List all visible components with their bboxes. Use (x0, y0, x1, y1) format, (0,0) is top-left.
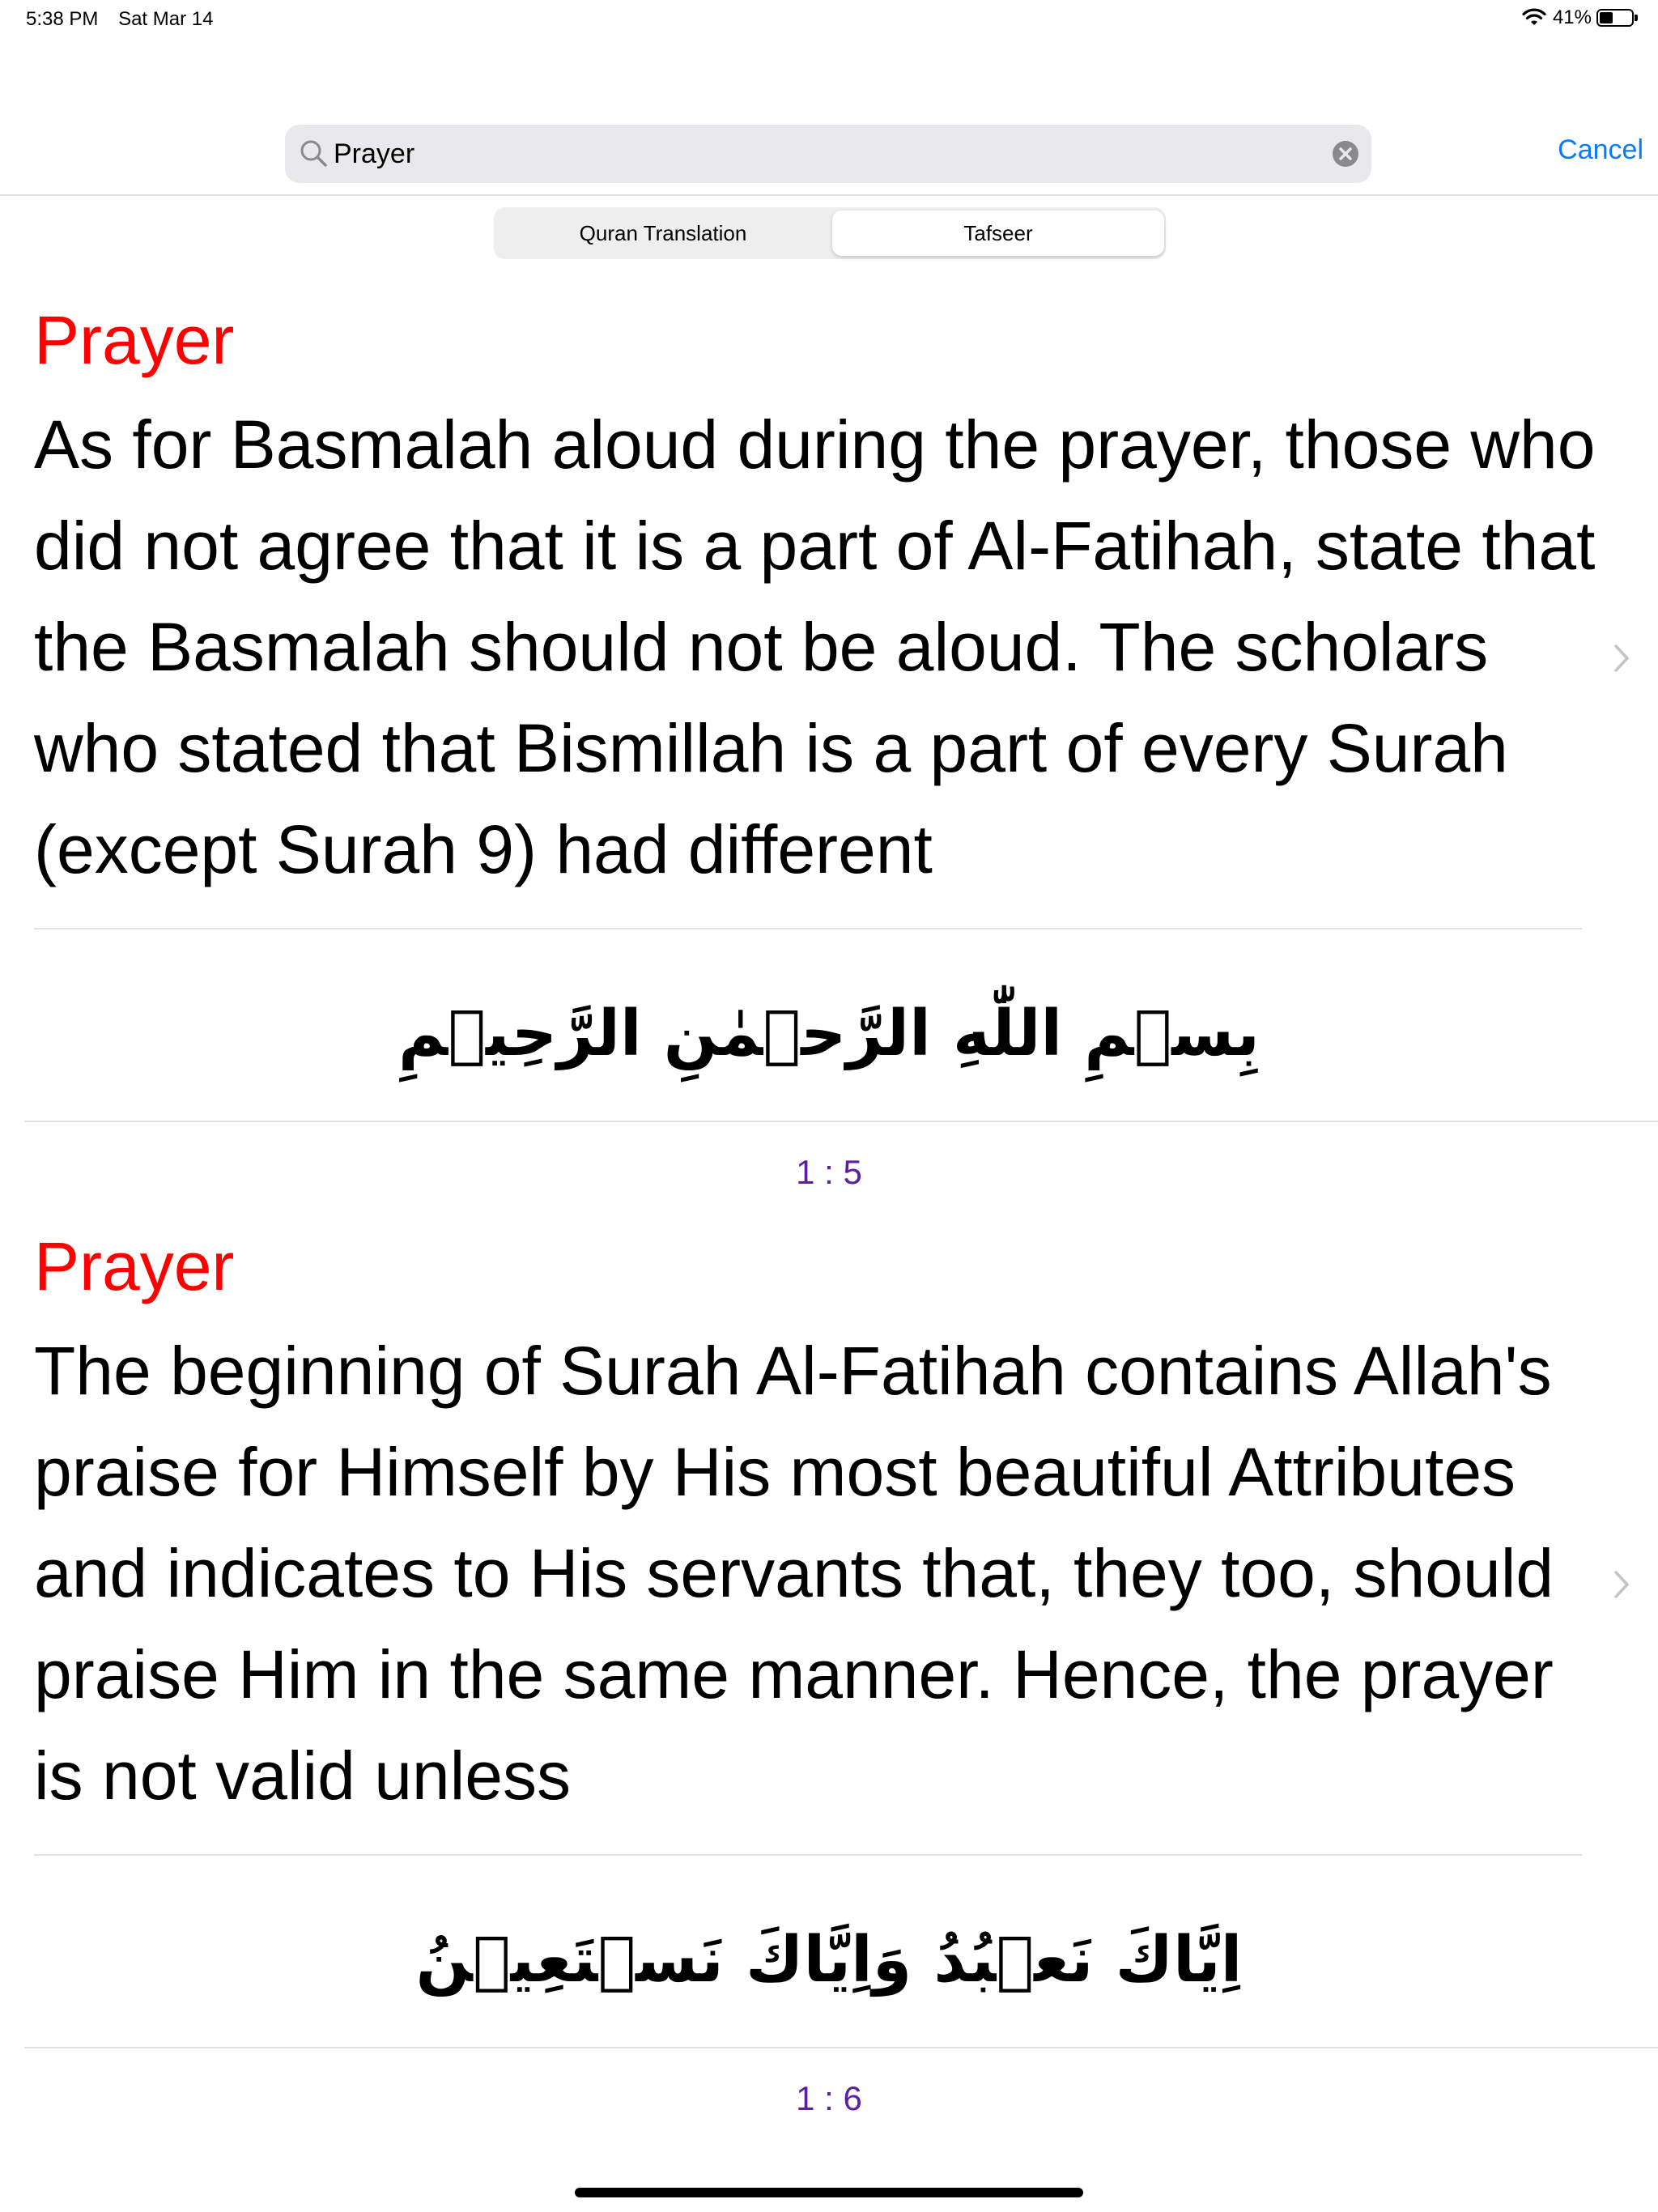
cancel-button[interactable]: Cancel (1558, 134, 1643, 165)
result-title: Prayer (34, 1228, 235, 1304)
status-right (1522, 6, 1634, 29)
result-body: As for Basmalah aloud during the prayer, those who did not agree that it is a part of Al-Fatihah, state that the Basmalah should not be aloud. The scholars who stated that Bismillah is a part of every Surah (except Surah 9) had different (34, 406, 1596, 887)
battery-fill (1600, 12, 1613, 23)
search-input[interactable] (334, 125, 1289, 183)
divider (34, 928, 1582, 929)
chevron-right-icon (1613, 1569, 1630, 1600)
segment-label: Quran Translation (579, 220, 747, 245)
battery-nub (1635, 15, 1638, 21)
result-body: The beginning of Surah Al-Fatihah contains Allah's praise for Himself by His most beautiful Attributes and indicates to His servants that, they too, should praise Him in the same manner. Hence, the prayer is not valid unless (34, 1333, 1554, 1814)
status-date: Sat Mar 14 (118, 8, 214, 30)
segment-quran-translation[interactable] (497, 211, 829, 256)
segmented-control (494, 207, 1166, 259)
arabic-verse: بِسۡمِ اللّٰهِ الرَّحۡمٰنِ الرَّحِيۡمِ (398, 998, 1260, 1070)
verse-reference: 1 : 5 (796, 1153, 862, 1191)
divider (34, 1854, 1582, 1856)
divider (24, 2047, 1658, 2048)
result-title: Prayer (34, 302, 235, 378)
status-left (26, 8, 227, 31)
divider (24, 1121, 1658, 1122)
status-bar (0, 0, 1658, 39)
status-time: 5:38 PM (26, 8, 99, 30)
clear-icon[interactable] (1331, 139, 1360, 168)
verse-reference: 1 : 6 (796, 2079, 862, 2117)
search-icon (298, 138, 330, 170)
segment-label: Tafseer (963, 220, 1033, 245)
chevron-right-icon (1613, 643, 1630, 674)
search-bar (285, 125, 1371, 183)
segment-tafseer[interactable] (832, 211, 1164, 256)
battery-icon (1596, 9, 1634, 27)
wifi-icon (1522, 8, 1546, 28)
battery-percent: 41% (1552, 6, 1592, 28)
arabic-verse: اِيَّاكَ نَعۡبُدُ وَاِيَّاكَ نَسۡتَعِيۡنُ (415, 1924, 1243, 1997)
home-indicator[interactable] (575, 2188, 1083, 2197)
header-divider (0, 194, 1658, 196)
